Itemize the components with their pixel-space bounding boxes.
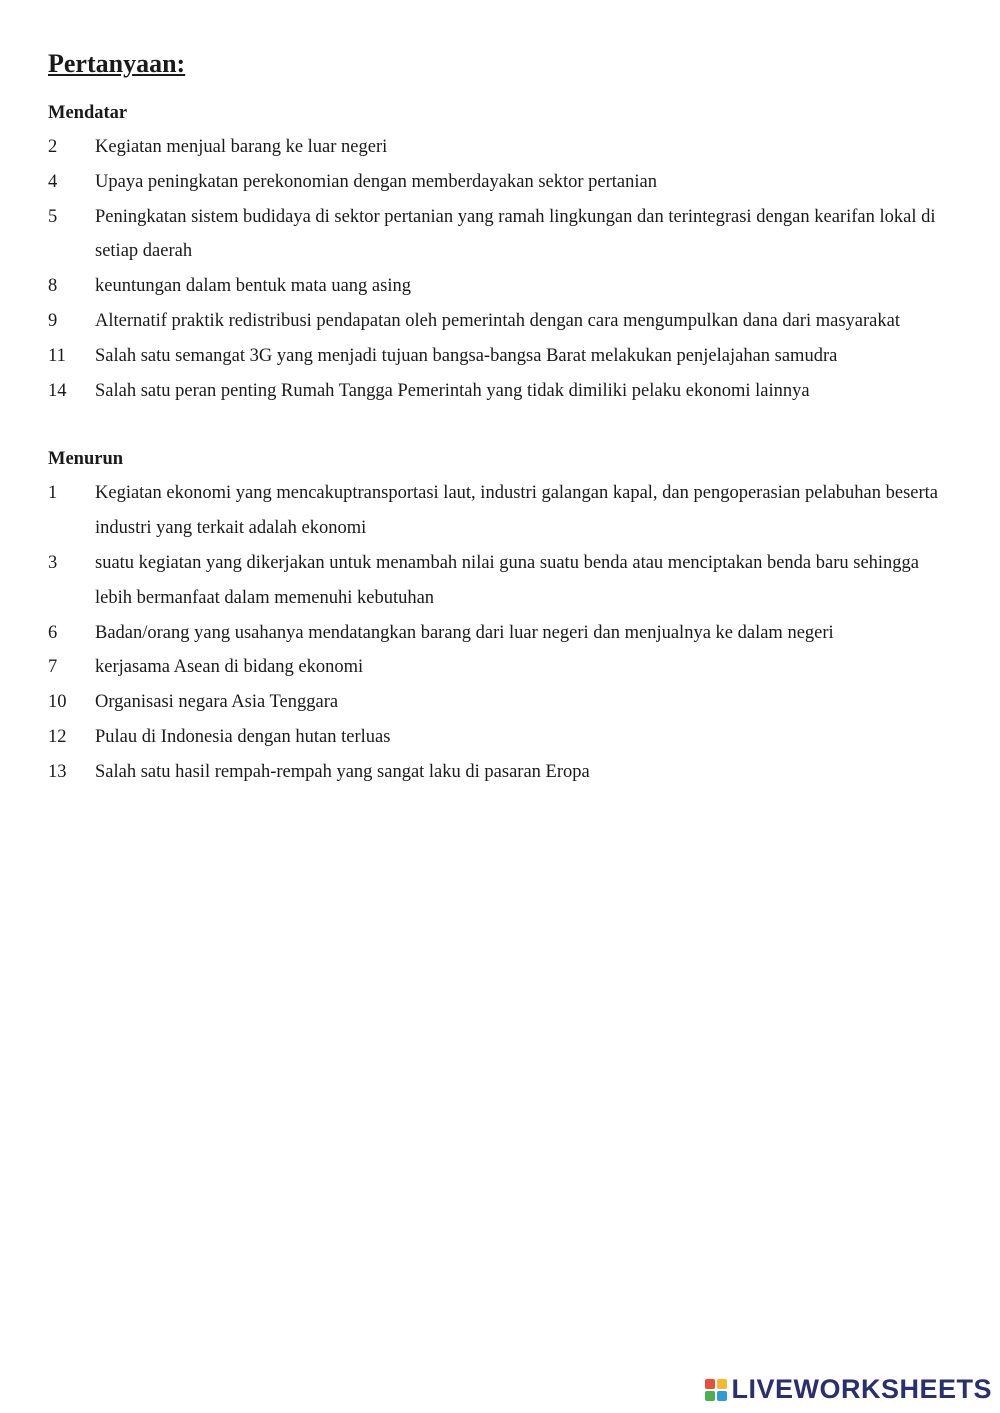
clue-item [48, 130, 958, 165]
logo-cell [705, 1379, 715, 1389]
clue-number: 11 [48, 345, 66, 366]
clue-item [48, 476, 958, 546]
section-heading-menurun: Menurun [48, 449, 124, 470]
logo-cell [717, 1379, 727, 1389]
page-title: Pertanyaan: [48, 49, 186, 78]
clue-number: 5 [48, 206, 58, 227]
clue-text: Upaya peningkatan perekonomian dengan memberdayakan sektor pertanian [95, 171, 657, 192]
clue-text: Organisasi negara Asia Tenggara [95, 692, 339, 713]
clue-number: 7 [48, 657, 58, 678]
clue-number: 1 [48, 483, 58, 504]
clue-text: Salah satu peran penting Rumah Tangga Pemerintah yang tidak dimiliki pelaku ekonomi lainnya [95, 380, 810, 401]
clue-number: 2 [48, 137, 58, 157]
liveworksheets-logo-icon [705, 1379, 727, 1401]
clue-item [48, 685, 958, 720]
clue-number: 13 [48, 761, 67, 782]
section-spacer [48, 408, 958, 442]
clue-text: Alternatif praktik redistribusi pendapatan oleh pemerintah dengan cara mengumpulkan dana dari masyarakat [95, 310, 900, 331]
clue-item [48, 546, 958, 616]
clue-number: 8 [48, 276, 58, 297]
clue-item [48, 650, 958, 685]
clue-text: keuntungan dalam bentuk mata uang asing [95, 276, 411, 297]
clue-number: 12 [48, 726, 67, 747]
clue-text: Salah satu semangat 3G yang menjadi tujuan bangsa-bangsa Barat melakukan penjelajahan samudra [95, 345, 838, 366]
clue-text: Peningkatan sistem budidaya di sektor pertanian yang ramah lingkungan dan terintegrasi dengan kearifan lokal di setiap daerah [95, 206, 936, 262]
clue-text: Kegiatan ekonomi yang mencakuptransportasi laut, industri galangan kapal, dan pengoperasian pelabuhan beserta industri yang terkait adalah ekonomi [95, 483, 939, 539]
clue-item [48, 616, 958, 651]
clue-item [48, 200, 958, 270]
clue-text: kerjasama Asean di bidang ekonomi [95, 657, 364, 678]
clue-text: Kegiatan menjual barang ke luar negeri [95, 137, 388, 157]
clue-item [48, 374, 958, 409]
clue-item [48, 269, 958, 304]
clue-item [48, 755, 958, 790]
clue-item [48, 720, 958, 755]
worksheet-page [48, 44, 958, 790]
clue-number: 4 [48, 171, 58, 192]
clue-item [48, 165, 958, 200]
clue-text: Salah satu hasil rempah-rempah yang sangat laku di pasaran Eropa [95, 761, 590, 782]
clue-item [48, 304, 958, 339]
clue-text: Pulau di Indonesia dengan hutan terluas [95, 726, 391, 747]
clue-number: 14 [48, 380, 67, 401]
clue-text: suatu kegiatan yang dikerjakan untuk menambah nilai guna suatu benda atau menciptakan benda baru sehingga lebih bermanfaat dalam memenuhi kebutuhan [95, 552, 919, 608]
clue-list-mendatar [48, 130, 958, 408]
section-heading-mendatar: Mendatar [48, 103, 128, 123]
clue-number: 10 [48, 692, 67, 713]
clue-list-menurun [48, 476, 958, 789]
clue-number: 9 [48, 310, 58, 331]
clue-number: 3 [48, 552, 58, 573]
logo-cell [705, 1391, 715, 1401]
clue-item [48, 339, 958, 374]
logo-cell [717, 1391, 727, 1401]
watermark-text: LIVEWORKSHEETS [731, 1374, 992, 1404]
clue-text: Badan/orang yang usahanya mendatangkan barang dari luar negeri dan menjualnya ke dalam negeri [95, 622, 834, 643]
liveworksheets-watermark [705, 1374, 992, 1405]
clue-number: 6 [48, 622, 58, 643]
